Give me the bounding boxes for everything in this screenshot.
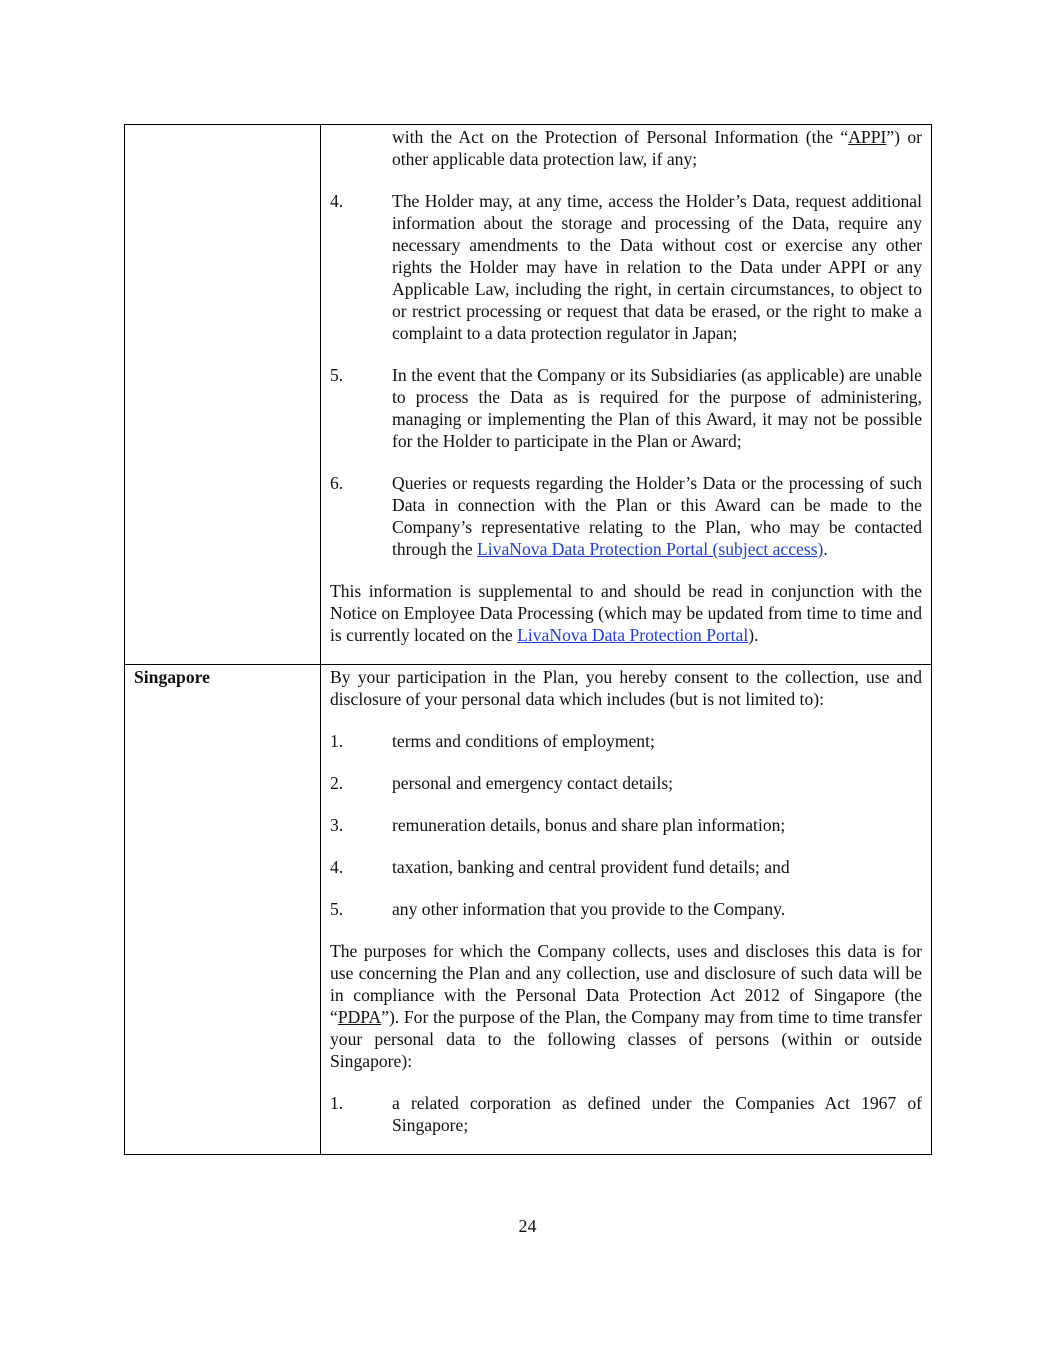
item-number: 1. — [330, 1093, 344, 1113]
table-row-japan — [125, 125, 932, 665]
item-number: 6. — [330, 473, 344, 493]
item-text: personal and emergency contact details; — [392, 773, 674, 793]
item-text: The Holder may, at any time, access the Holder’s Data, request additional information about the storage and processing of the Data, require any necessary amendments to the Data without cost or exercise any other rights the Holder may have in relation to the Data under APPI or any Applicable Law, including the right, in certain circumstances, to object to or restrict processing or request that data be erased, or the right to make a complaint to a data protection regulator in Japan; — [392, 191, 922, 343]
item-text: In the event that the Company or its Subsidiaries (as applicable) are unable to process the Data as is required for the purpose of administering, managing or implementing the Plan of this Award, it may not be possible for the Holder to participate in the Plan or Award; — [392, 365, 922, 451]
singapore-purposes-paragraph: The purposes for which the Company collects, uses and discloses this data is for use concerning the Plan and any collection, use and disclosure of such data will be in compliance with the Personal Data Protection Act 2012 of Singapore (the “PDPA”). For the purpose of the Plan, the Company may from time to time transfer your personal data to the following classes of persons (within or outside Singapore): — [330, 941, 922, 1071]
table-row-singapore — [125, 665, 932, 1155]
transfer-list-item — [330, 1092, 922, 1136]
japan-continued-item: with the Act on the Protection of Personal Information (the “APPI”) or other applicable data protection law, if any; — [392, 127, 922, 169]
item-number: 2. — [330, 773, 344, 793]
data-protection-portal-link[interactable]: LivaNova Data Protection Portal — [517, 625, 749, 645]
list-item — [330, 772, 922, 794]
page-number: 24 — [518, 1216, 537, 1236]
list-item — [330, 898, 922, 920]
japan-closing-paragraph: This information is supplemental to and should be read in conjunction with the Notice on Employee Data Processing (which may be updated from time to time and is currently located on the LivaNova Data Protection Portal). — [330, 581, 922, 645]
japan-item-6 — [330, 472, 922, 560]
appi-term: APPI — [848, 127, 887, 147]
item-number: 5. — [330, 899, 344, 919]
data-protection-portal-subject-access-link[interactable]: LivaNova Data Protection Portal (subject access) — [477, 539, 824, 559]
item-text: remuneration details, bonus and share plan information; — [392, 815, 786, 835]
item-text: Queries or requests regarding the Holder’s Data or the processing of such Data in connection with the Plan or this Award can be made to the Company’s representative relating to the Plan, who may be contacted through the LivaNova Data Protection Portal (subject access). — [392, 473, 922, 559]
country-data-table — [124, 124, 932, 1155]
list-item — [330, 814, 922, 836]
list-item — [330, 856, 922, 878]
item-number: 4. — [330, 857, 344, 877]
item-text: terms and conditions of employment; — [392, 731, 655, 751]
item-text: taxation, banking and central provident fund details; and — [392, 857, 790, 877]
country-name: Singapore — [134, 667, 210, 687]
content-cell-japan — [321, 125, 932, 665]
item-number: 4. — [330, 191, 344, 211]
item-text: a related corporation as defined under the Companies Act 1967 of Singapore; — [392, 1093, 922, 1135]
item-number: 3. — [330, 815, 344, 835]
list-item — [330, 730, 922, 752]
pdpa-term: PDPA — [337, 1007, 382, 1027]
item-number: 1. — [330, 731, 344, 751]
japan-item-5 — [330, 364, 922, 452]
country-cell-empty — [125, 125, 321, 665]
country-cell-singapore — [125, 665, 321, 1155]
japan-item-4 — [330, 190, 922, 344]
content-cell-singapore — [321, 665, 932, 1155]
item-text: any other information that you provide to the Company. — [392, 899, 786, 919]
singapore-intro-paragraph: By your participation in the Plan, you hereby consent to the collection, use and disclosure of your personal data which includes (but is not limited to): — [330, 667, 922, 709]
item-number: 5. — [330, 365, 344, 385]
